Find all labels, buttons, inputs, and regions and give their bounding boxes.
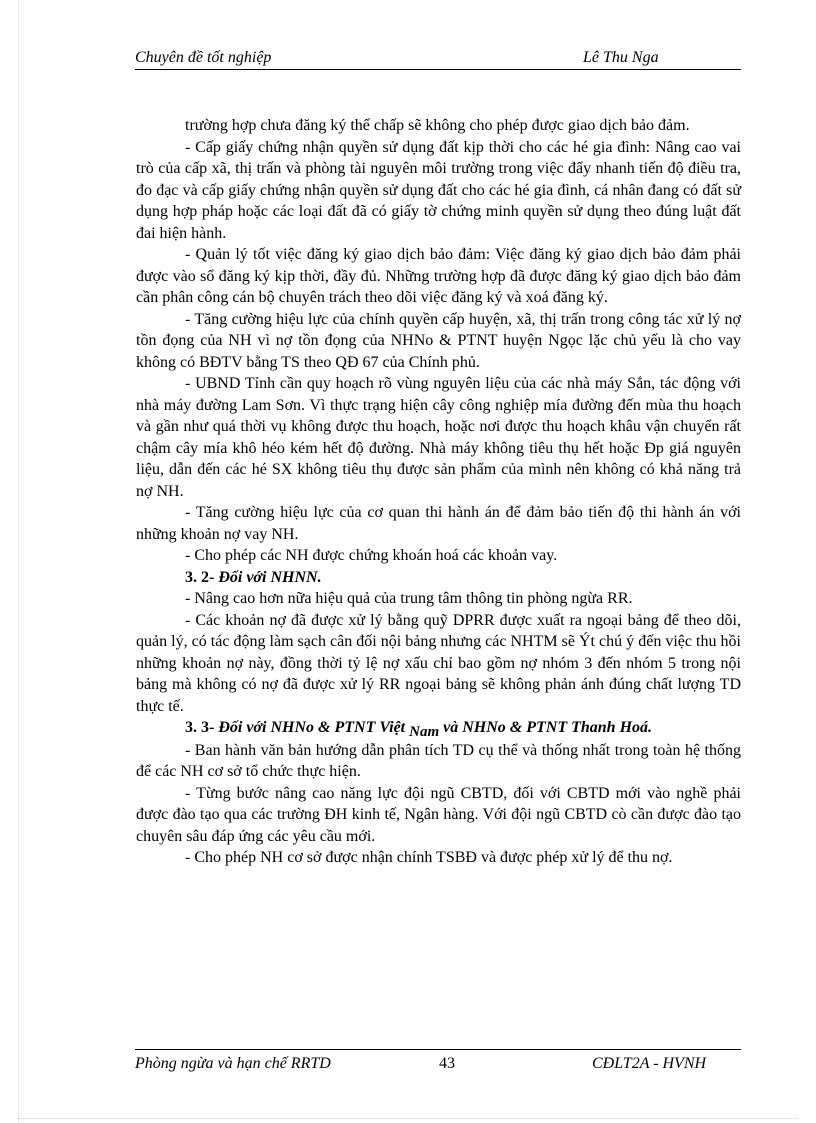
paragraph-securitization: - Cho phép các NH được chứng khoán hoá các khoản vay. (185, 547, 558, 564)
page-header (135, 49, 741, 70)
heading-nhnn-title: Đối với NHNN. (218, 568, 322, 586)
paragraph-credit-analysis: - Ban hành văn bản hướng dẫn phân tích TD cụ thể và thống nhất trong toàn hệ thống để các NH cơ sở tổ chức thực hiện. (136, 741, 741, 780)
paragraph-raw-material: - UBND Tỉnh cần quy hoạch rõ vùng nguyên liệu của các nhà máy Sắn, tác động với nhà máy đường Lam Sơn. Vì thực trạng hiện cây công nghiệp mía đường đến mùa thu hoạch và gần như quá thời vụ không được thu hoạch, hoặc nơi được thu hoạch khâu vận chuyển rất chậm cây mía khô héo kém hết độ đường. Nhà máy không tiêu thụ hết hoặc Đp giá nguyên liệu, dẫn đến các hé SX không tiêu thụ được sản phẩm của mình nên không có khả năng trả nợ NH. (136, 375, 741, 500)
page-number: 43 (439, 1055, 455, 1072)
heading-nhnn-number: 3. 2- (185, 568, 215, 586)
heading-nhno-title-sub: Nam (409, 724, 440, 740)
paragraph-collateral: - Cho phép NH cơ sở được nhận chính TSBĐ và được phép xử lý để thu nợ. (185, 849, 673, 866)
paragraph-info-center: - Nâng cao hơn nữa hiệu quả của trung tâm thông tin phòng ngừa RR. (185, 590, 633, 607)
heading-nhno-title-part1: Đối với NHNo & PTNT Việt (218, 719, 406, 736)
paragraph-off-balance: - Các khoản nợ đã được xử lý bằng quỹ DPRR được xuất ra ngoại bảng để theo dõi, quản lý, có tác động làm sạch cân đối nội bảng nhưng các NHTM sẽ Ýt chú ý đến việc thu hồi những khoản nợ này, đồng thời tỷ lệ nợ xấu chỉ bao gồm nợ nhóm 3 đến nhóm 5 trong nội bảng mà không có nợ đã được xử lý RR ngoại bảng sẽ không phản ánh đúng chất lượng TD thực tế. (136, 611, 741, 715)
heading-nhno-number: 3. 3- (185, 719, 215, 736)
heading-nhno (136, 717, 741, 740)
footer-topic: Phòng ngừa và hạn chế RRTD (135, 1055, 331, 1072)
heading-nhno-title-part2: và NHNo & PTNT Thanh Hoá. (443, 719, 653, 736)
header-document-type: Chuyên đề tốt nghiệp (135, 49, 272, 66)
paragraph-local-authority: - Tăng cường hiệu lực của chính quyền cấp huyện, xã, thị trấn trong công tác xử lý nợ tồn đọng của NH vì nợ tồn đọng của NHNo & PTNT huyện Ngọc lặc chủ yếu là cho vay không có BĐTV bằng TS theo QĐ 67 của Chính phủ. (136, 310, 741, 371)
paragraph-staff-training: - Từng bước nâng cao năng lực đội ngũ CBTD, đối với CBTD mới vào nghề phải được đào tạo qua các trường ĐH kinh tế, Ngân hàng. Với đội ngũ CBTD cò cần được đào tạo chuyên sâu đáp ứng các yêu cầu mới. (136, 784, 741, 845)
paragraph-secured-transaction: - Quản lý tốt việc đăng ký giao dịch bảo đảm: Việc đăng ký giao dịch bảo đảm phải được vào sổ đăng ký kịp thời, đầy đủ. Những trường hợp đã được đăng ký giao dịch bảo đảm cần phân công cán bộ chuyên trách theo dõi việc đăng ký và xoá đăng ký. (136, 246, 741, 306)
header-author: Lê Thu Nga (583, 49, 659, 66)
page-footer (135, 1049, 741, 1072)
heading-nhnn (136, 567, 741, 589)
paragraph-enforcement: - Tăng cường hiệu lực của cơ quan thi hành án để đảm bảo tiến độ thi hành án với những khoản nợ vay NH. (136, 504, 741, 543)
paragraph-continuation: trường hợp chưa đăng ký thế chấp sẽ không cho phép được giao dịch bảo đảm. (185, 117, 690, 134)
footer-class: CĐLT2A - HVNH (592, 1055, 707, 1072)
page-bottom-border (18, 1118, 798, 1119)
page-margin-rule (18, 0, 19, 1123)
document-body (136, 115, 741, 869)
paragraph-land-certificate: - Cấp giấy chứng nhận quyền sử dụng đất kịp thời cho các hé gia đình: Nâng cao vai trò của cấp xã, thị trấn và phòng tài nguyên môi trường trong việc đẩy nhanh tiến độ điều tra, đo đạc và cấp giấy chứng nhận quyền sử dụng đất cho các hé gia đình, cá nhân đang có đất sử dụng hợp pháp hoặc các loại đất đã có giấy tờ chứng minh quyền sử dụng theo đúng luật đất đai hiện hành. (136, 138, 741, 242)
